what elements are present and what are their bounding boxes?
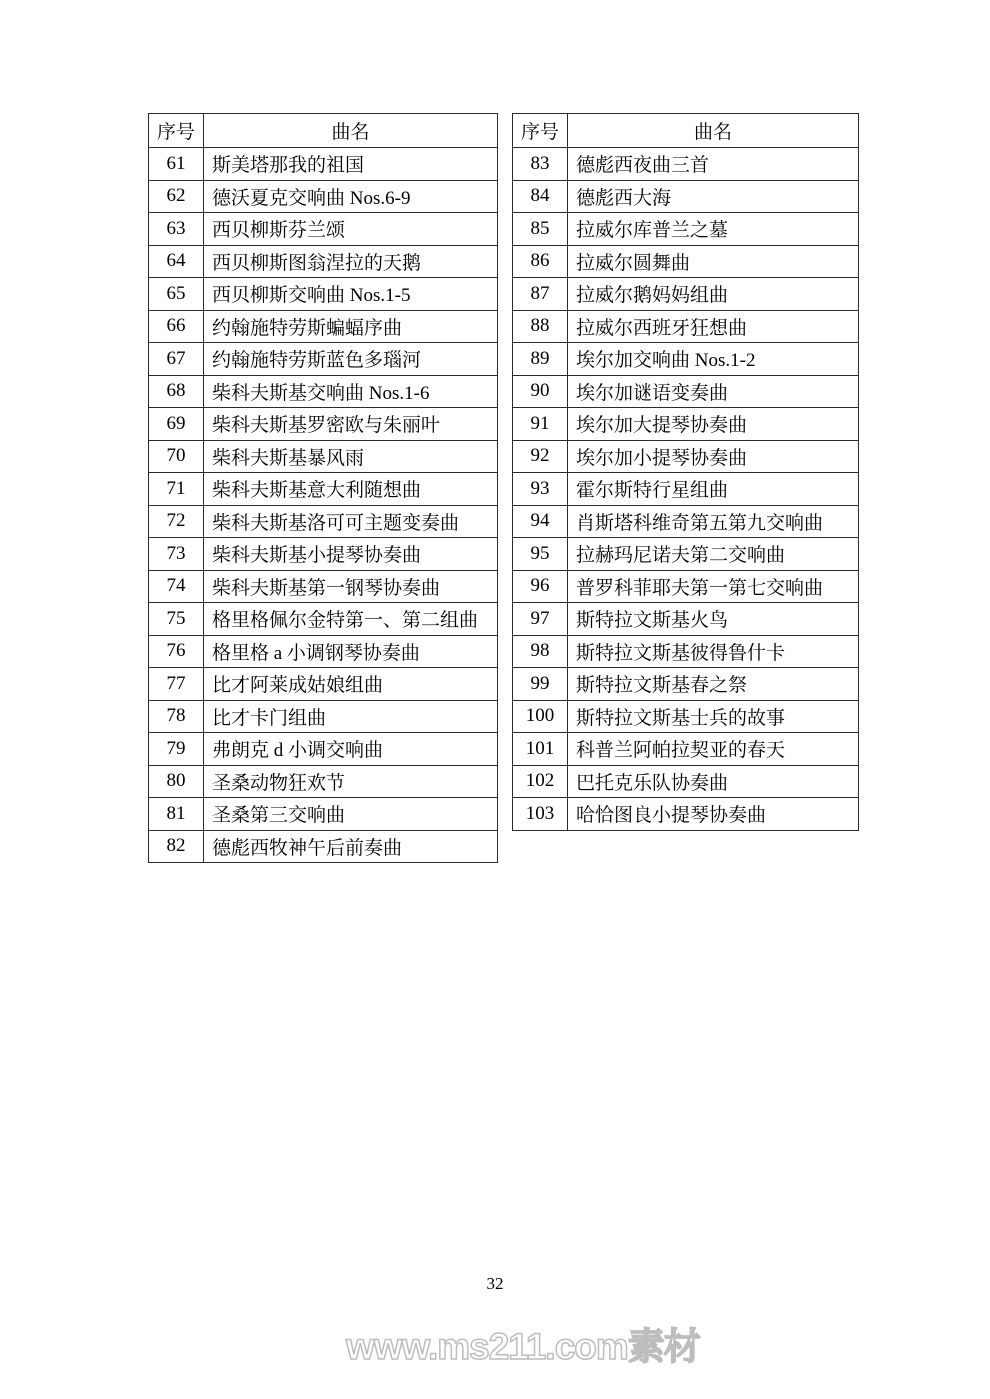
- row-number: 74: [149, 570, 204, 603]
- table-row: [513, 700, 859, 733]
- row-number: 91: [513, 408, 568, 441]
- table-row: [513, 668, 859, 701]
- table-row: [513, 765, 859, 798]
- work-title: 约翰施特劳斯蓝色多瑙河: [204, 343, 498, 376]
- row-number: 73: [149, 538, 204, 571]
- table-row: [513, 538, 859, 571]
- table-row: [149, 538, 498, 571]
- row-number: 76: [149, 635, 204, 668]
- work-title: 霍尔斯特行星组曲: [568, 473, 859, 506]
- row-number: 85: [513, 213, 568, 246]
- row-number: 61: [149, 148, 204, 181]
- row-number: 83: [513, 148, 568, 181]
- table-row: [513, 278, 859, 311]
- table-row: [149, 148, 498, 181]
- work-title: 拉威尔鹅妈妈组曲: [568, 278, 859, 311]
- work-title: 拉威尔西班牙狂想曲: [568, 310, 859, 343]
- work-title: 格里格 a 小调钢琴协奏曲: [204, 635, 498, 668]
- header-row: [513, 114, 859, 148]
- work-title: 圣桑第三交响曲: [204, 798, 498, 831]
- work-title: 科普兰阿帕拉契亚的春天: [568, 733, 859, 766]
- work-title: 柴科夫斯基第一钢琴协奏曲: [204, 570, 498, 603]
- row-number: 78: [149, 700, 204, 733]
- table-row: [149, 375, 498, 408]
- work-title: 斯特拉文斯基火鸟: [568, 603, 859, 636]
- work-title: 格里格佩尔金特第一、第二组曲: [204, 603, 498, 636]
- table-row: [513, 733, 859, 766]
- work-title: 巴托克乐队协奏曲: [568, 765, 859, 798]
- table-row: [149, 343, 498, 376]
- row-number: 95: [513, 538, 568, 571]
- row-number: 77: [149, 668, 204, 701]
- row-number: 101: [513, 733, 568, 766]
- table-row: [513, 505, 859, 538]
- row-number: 94: [513, 505, 568, 538]
- table-row: [513, 148, 859, 181]
- table-row: [513, 473, 859, 506]
- table-row: [149, 830, 498, 863]
- work-title: 弗朗克 d 小调交响曲: [204, 733, 498, 766]
- row-number: 67: [149, 343, 204, 376]
- table-row: [513, 343, 859, 376]
- work-title: 德沃夏克交响曲 Nos.6-9: [204, 180, 498, 213]
- table-row: [149, 635, 498, 668]
- row-number: 87: [513, 278, 568, 311]
- table-row: [149, 668, 498, 701]
- table-row: [513, 180, 859, 213]
- row-number: 68: [149, 375, 204, 408]
- table-row: [513, 310, 859, 343]
- work-title: 柴科夫斯基意大利随想曲: [204, 473, 498, 506]
- row-number: 92: [513, 440, 568, 473]
- table-row: [149, 408, 498, 441]
- row-number: 64: [149, 245, 204, 278]
- row-number: 96: [513, 570, 568, 603]
- table-row: [149, 733, 498, 766]
- row-number: 89: [513, 343, 568, 376]
- row-number: 79: [149, 733, 204, 766]
- col-header-title: 曲名: [568, 114, 859, 148]
- table-row: [149, 180, 498, 213]
- row-number: 71: [149, 473, 204, 506]
- page-number: 32: [486, 1274, 504, 1293]
- work-title: 哈恰图良小提琴协奏曲: [568, 798, 859, 831]
- row-number: 90: [513, 375, 568, 408]
- table-row: [513, 408, 859, 441]
- table-row: [149, 278, 498, 311]
- row-number: 98: [513, 635, 568, 668]
- row-number: 65: [149, 278, 204, 311]
- row-number: 75: [149, 603, 204, 636]
- row-number: 100: [513, 700, 568, 733]
- table-row: [149, 245, 498, 278]
- work-title: 斯特拉文斯基彼得鲁什卡: [568, 635, 859, 668]
- table-row: [149, 440, 498, 473]
- table-row: [149, 765, 498, 798]
- row-number: 66: [149, 310, 204, 343]
- table-row: [149, 505, 498, 538]
- row-number: 72: [149, 505, 204, 538]
- work-title: 埃尔加谜语变奏曲: [568, 375, 859, 408]
- row-number: 86: [513, 245, 568, 278]
- row-number: 81: [149, 798, 204, 831]
- row-number: 70: [149, 440, 204, 473]
- work-title: 德彪西夜曲三首: [568, 148, 859, 181]
- row-number: 84: [513, 180, 568, 213]
- col-header-title: 曲名: [204, 114, 498, 148]
- work-title: 柴科夫斯基洛可可主题变奏曲: [204, 505, 498, 538]
- work-title: 拉赫玛尼诺夫第二交响曲: [568, 538, 859, 571]
- row-number: 88: [513, 310, 568, 343]
- table-row: [149, 310, 498, 343]
- table-row: [149, 473, 498, 506]
- work-title: 斯美塔那我的祖国: [204, 148, 498, 181]
- col-header-no: 序号: [513, 114, 568, 148]
- work-title: 比才阿莱成姑娘组曲: [204, 668, 498, 701]
- table-row: [513, 635, 859, 668]
- work-title: 比才卡门组曲: [204, 700, 498, 733]
- header-row: [149, 114, 498, 148]
- work-title: 柴科夫斯基暴风雨: [204, 440, 498, 473]
- row-number: 103: [513, 798, 568, 831]
- work-title: 柴科夫斯基小提琴协奏曲: [204, 538, 498, 571]
- work-title: 斯特拉文斯基士兵的故事: [568, 700, 859, 733]
- watermark: www.ms211.com素材: [346, 1326, 700, 1367]
- works-table-61-82: [148, 113, 498, 863]
- table-row: [513, 213, 859, 246]
- row-number: 82: [149, 830, 204, 863]
- table-row: [513, 570, 859, 603]
- table-row: [149, 570, 498, 603]
- work-title: 普罗科菲耶夫第一第七交响曲: [568, 570, 859, 603]
- table-row: [513, 440, 859, 473]
- table-row: [149, 603, 498, 636]
- table-row: [513, 798, 859, 831]
- work-title: 柴科夫斯基罗密欧与朱丽叶: [204, 408, 498, 441]
- work-title: 拉威尔库普兰之墓: [568, 213, 859, 246]
- table-row: [513, 245, 859, 278]
- work-title: 约翰施特劳斯蝙蝠序曲: [204, 310, 498, 343]
- row-number: 99: [513, 668, 568, 701]
- row-number: 97: [513, 603, 568, 636]
- work-title: 埃尔加大提琴协奏曲: [568, 408, 859, 441]
- work-title: 埃尔加小提琴协奏曲: [568, 440, 859, 473]
- table-row: [149, 213, 498, 246]
- work-title: 圣桑动物狂欢节: [204, 765, 498, 798]
- work-title: 柴科夫斯基交响曲 Nos.1-6: [204, 375, 498, 408]
- work-title: 斯特拉文斯基春之祭: [568, 668, 859, 701]
- work-title: 德彪西大海: [568, 180, 859, 213]
- work-title: 埃尔加交响曲 Nos.1-2: [568, 343, 859, 376]
- row-number: 69: [149, 408, 204, 441]
- work-title: 肖斯塔科维奇第五第九交响曲: [568, 505, 859, 538]
- table-row: [149, 700, 498, 733]
- table-row: [149, 798, 498, 831]
- table-row: [513, 375, 859, 408]
- row-number: 102: [513, 765, 568, 798]
- row-number: 62: [149, 180, 204, 213]
- work-title: 德彪西牧神午后前奏曲: [204, 830, 498, 863]
- table-row: [513, 603, 859, 636]
- col-header-no: 序号: [149, 114, 204, 148]
- works-table-83-103: [512, 113, 859, 831]
- work-title: 西贝柳斯图翁涅拉的天鹅: [204, 245, 498, 278]
- row-number: 63: [149, 213, 204, 246]
- work-title: 拉威尔圆舞曲: [568, 245, 859, 278]
- work-title: 西贝柳斯交响曲 Nos.1-5: [204, 278, 498, 311]
- work-title: 西贝柳斯芬兰颂: [204, 213, 498, 246]
- row-number: 93: [513, 473, 568, 506]
- row-number: 80: [149, 765, 204, 798]
